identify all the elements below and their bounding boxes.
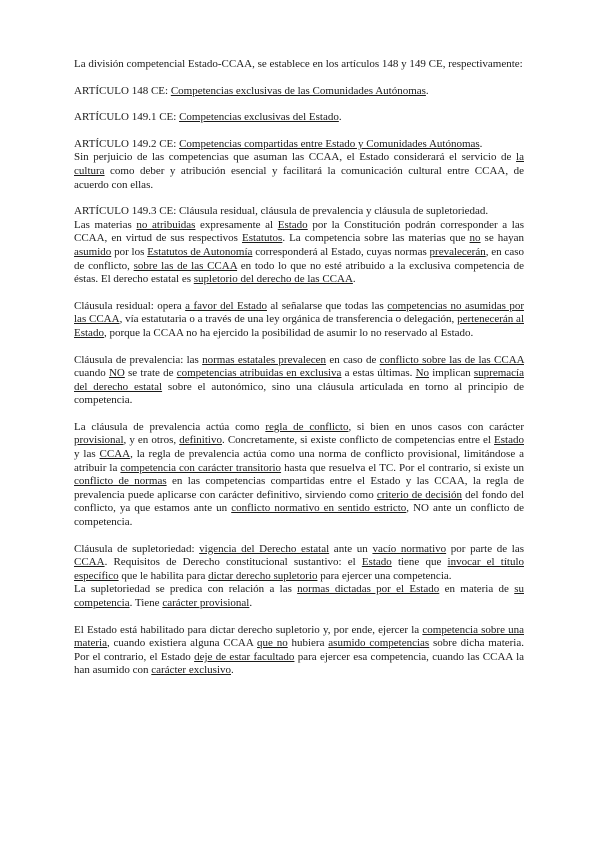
text-run: en caso de (326, 353, 380, 366)
text-run: hasta que resuelva el TC. Por el contrario, si existe un (281, 461, 524, 474)
underlined-term: invocar el título específico (74, 556, 524, 582)
text-line (74, 543, 524, 584)
text-run: Cláusula de supletoriedad: (74, 542, 200, 555)
text-run: expresamente al (195, 218, 278, 231)
paragraph (74, 624, 524, 678)
underlined-term: conflicto normativo en sentido estricto (231, 502, 407, 515)
text-line (74, 421, 524, 530)
text-run: tiene que (391, 556, 448, 569)
text-run: para ejercer una competencia. (317, 569, 452, 582)
underlined-term: vacío normativo (372, 542, 447, 555)
text-run: por parte de las (446, 542, 524, 555)
underlined-term: Competencias exclusivas del Estado (179, 111, 339, 124)
underlined-term: dictar derecho supletorio (208, 569, 318, 582)
text-run: que le habilita para (118, 569, 209, 582)
underlined-term: No (415, 367, 430, 380)
underlined-term: no atribuidas (136, 218, 196, 231)
underlined-term: asumido competencias (328, 637, 430, 650)
text-line (74, 219, 524, 287)
underlined-term: no (469, 232, 481, 245)
underlined-term: normas dictadas por el Estado (297, 583, 440, 596)
text-run: . Tiene (129, 597, 163, 609)
text-run: , cuando existiera alguna CCAA (106, 637, 258, 650)
underlined-term: asumido (74, 245, 112, 258)
paragraph (74, 138, 524, 192)
underlined-term: Estado (277, 218, 308, 231)
text-run: a estas últimas. (341, 367, 416, 380)
underlined-term: que no (257, 637, 288, 650)
underlined-term: regla de conflicto (265, 420, 349, 433)
text-run: y las (74, 448, 100, 461)
underlined-term: Competencias compartidas entre Estado y Comunidades Autónomas (179, 137, 480, 150)
text-line (74, 151, 524, 192)
text-run: La supletoriedad se predica con relación a las (74, 583, 298, 596)
text-run: ARTÍCULO 149.2 CE: (74, 137, 180, 150)
text-run: . (425, 84, 429, 97)
underlined-term: Estado (361, 556, 392, 569)
underlined-term: pertenecerán al Estado (74, 313, 524, 339)
text-line (74, 58, 524, 72)
document-body (74, 58, 524, 678)
text-run: La división competencial Estado-CCAA, se establece en los artículos 148 y 149 CE, respectivamente: (74, 58, 523, 70)
text-run: , en caso de conflicto, (74, 245, 525, 272)
paragraph (74, 543, 524, 611)
text-run: implican (429, 367, 474, 380)
text-run: La cláusula de prevalencia actúa como (74, 420, 266, 433)
text-run: ante un (329, 542, 373, 555)
underlined-term: prevalecerán (429, 245, 486, 258)
underlined-term: a favor del Estado (185, 299, 267, 312)
underlined-term: definitivo (179, 434, 222, 447)
text-run: se hayan (480, 232, 524, 245)
text-run: ARTÍCULO 148 CE: (74, 84, 171, 97)
paragraph (74, 421, 524, 530)
underlined-term: deje de estar facultado (194, 650, 295, 663)
underlined-term: Competencias exclusivas de las Comunidades Autónomas (170, 84, 426, 97)
underlined-term: provisional (74, 434, 124, 447)
text-run: , NO ante un conflicto de competencia. (74, 502, 524, 529)
text-run: al señalarse que todas las (266, 299, 388, 312)
underlined-term: vigencia del Derecho estatal (199, 542, 330, 555)
underlined-term: CCAA (74, 556, 105, 569)
text-line (74, 624, 524, 678)
underlined-term: NO (108, 367, 125, 380)
text-run: . (231, 664, 234, 677)
underlined-term: conflicto sobre las de las CCAA (379, 353, 524, 366)
underlined-term: carácter provisional (162, 597, 250, 609)
underlined-term: Estatutos de Autonomía (147, 245, 253, 258)
text-run: para ejercer esa competencia, cuando las CCAA la han asumido con (74, 650, 525, 677)
text-run: , y en otros, (123, 434, 180, 447)
text-run: Cláusula de prevalencia: las (74, 353, 203, 366)
text-run: sobre dicha materia. Por el contrario, el Estado (74, 637, 524, 663)
text-run: ARTÍCULO 149.1 CE: (74, 111, 180, 124)
underlined-term: supremacía del derecho estatal (74, 367, 524, 393)
text-run: . Requisitos de Derecho constitucional sustantivo: el (104, 556, 362, 569)
paragraph (74, 354, 524, 408)
text-line (74, 354, 524, 408)
text-run: en todo lo que no esté atribuido a la exclusiva competencia de éstas. El derecho estatal es (74, 259, 525, 286)
text-run: . (338, 111, 342, 124)
paragraph (74, 85, 524, 99)
text-run: hubiera (287, 637, 329, 650)
text-run: . (479, 137, 483, 150)
underlined-term: CCAA (99, 448, 131, 461)
text-run: sobre el autonómico, sino una cláusula articulada en torno al principio de competencia. (74, 380, 524, 407)
text-line (74, 300, 524, 341)
underlined-term: sobre las de las CCAA (133, 259, 238, 272)
text-run: Las materias (74, 218, 137, 231)
text-run: . (249, 597, 253, 609)
underlined-term: competencia sobre una materia (74, 623, 525, 650)
text-run: en materia de (439, 583, 515, 596)
text-run: en las competencias compartidas entre el Estado y las CCAA, la regla de prevalencia puede aplicarse con carácter definitivo, sirviendo como (74, 475, 524, 501)
text-run: . Concretamente, si existe conflicto de competencias entre el (221, 434, 495, 447)
text-line (74, 583, 524, 610)
underlined-term: Estado (494, 434, 524, 447)
text-line (74, 205, 524, 219)
text-run: ARTÍCULO 149.3 CE: Cláusula residual, cláusula de prevalencia y cláusula de supletoriedad. (74, 205, 489, 218)
underlined-term: competencias no asumidas por las CCAA (74, 299, 525, 326)
text-line (74, 138, 524, 152)
underlined-term: carácter exclusivo (151, 664, 231, 677)
text-run: Cláusula residual: opera (74, 299, 186, 312)
text-run: cuando (74, 367, 109, 380)
text-run: por los (111, 245, 148, 258)
underlined-term: su competencia (74, 583, 524, 609)
text-run: por la Constitución podrán corresponder a las CCAA, en virtud de sus respectivos (74, 218, 524, 245)
text-run: se trate de (124, 367, 177, 380)
text-run: , vía estatutaria o a través de una ley orgánica de transferencia o delegación, (119, 313, 458, 326)
underlined-term: criterio de decisión (376, 488, 462, 501)
text-run: , si bien en unos casos con carácter (348, 420, 524, 433)
text-run: El Estado está habilitado para dictar derecho supletorio y, por ende, ejercer la (74, 623, 423, 636)
text-run: corresponderá al Estado, cuyas normas (252, 245, 430, 258)
text-run: . (352, 273, 356, 286)
underlined-term: Estatutos (241, 232, 283, 245)
underlined-term: conflicto de normas (74, 475, 167, 488)
underlined-term: supletorio del derecho de las CCAA (193, 273, 353, 286)
underlined-term: competencia con carácter transitorio (120, 461, 282, 474)
paragraph (74, 300, 524, 341)
paragraph (74, 111, 524, 125)
underlined-term: la cultura (74, 151, 524, 177)
text-run: , la regla de prevalencia actúa como una norma de conflicto provisional, limitándose a atribuir la (74, 448, 524, 474)
text-run: . La competencia sobre las materias que (282, 232, 470, 245)
text-run: como deber y atribución esencial y facilitará la comunicación cultural entre CCAA, de acuerdo con ellas. (74, 164, 524, 191)
underlined-term: normas estatales prevalecen (202, 353, 327, 366)
underlined-term: competencias atribuidas en exclusiva (176, 367, 342, 380)
text-run: del fondo del conflicto, ya que estamos ante un (74, 488, 524, 515)
text-run: , porque la CCAA no ha ejercido la posibilidad de asumir lo no reservado al Estado. (103, 326, 474, 339)
text-line (74, 85, 524, 99)
text-line (74, 111, 524, 125)
text-run: Sin perjuicio de las competencias que asuman las CCAA, el Estado considerará el servicio de (74, 151, 517, 164)
paragraph (74, 205, 524, 287)
paragraph (74, 58, 524, 72)
